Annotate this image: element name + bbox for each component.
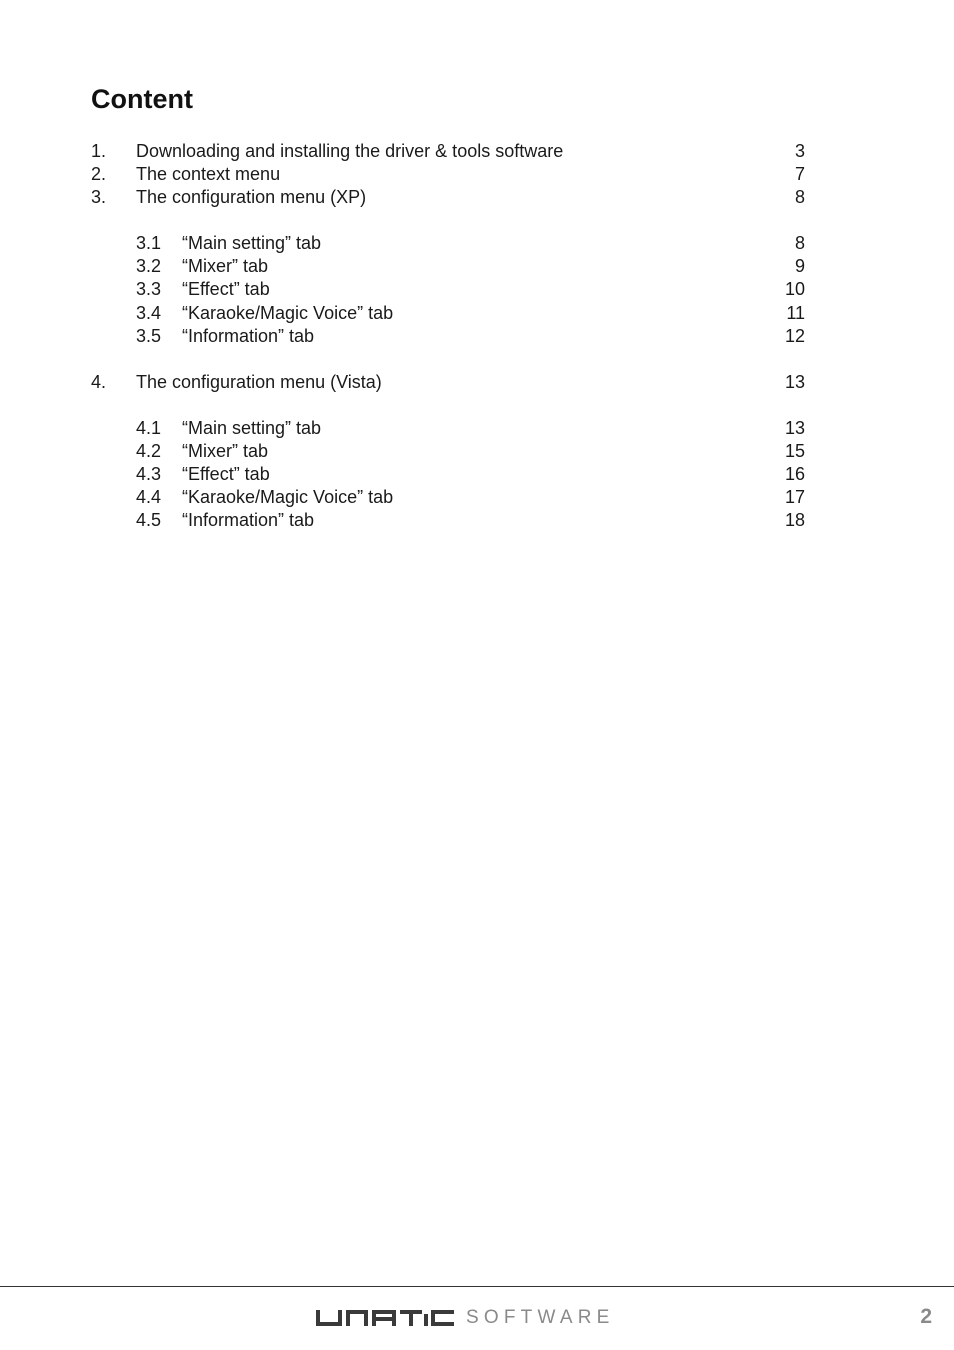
toc-spacer <box>91 394 805 417</box>
brand-subtitle: SOFTWARE <box>466 1307 615 1328</box>
toc-subentry-page: 12 <box>784 325 805 346</box>
unatic-logo <box>316 1308 454 1328</box>
toc-subentry <box>91 463 805 486</box>
toc-subentry-page: 16 <box>784 464 805 485</box>
footer-divider <box>0 1286 954 1287</box>
page-title: Content <box>91 84 193 114</box>
table-of-contents <box>91 140 805 532</box>
toc-entry-page: 13 <box>784 371 805 392</box>
toc-subentry-number: 4.5 <box>136 510 162 531</box>
toc-subentry-number: 3.1 <box>136 233 162 254</box>
toc-entry <box>91 140 805 163</box>
toc-subentry <box>91 325 805 348</box>
toc-subentry <box>91 417 805 440</box>
toc-subentry-page: 9 <box>794 256 805 277</box>
toc-subentry-title: “Effect” tab <box>182 279 270 300</box>
toc-entry-number: 3. <box>91 187 107 208</box>
toc-subentry-title: “Information” tab <box>182 510 315 531</box>
toc-subentry-title: “Karaoke/Magic Voice” tab <box>182 302 394 323</box>
toc-subentry <box>91 232 805 255</box>
toc-entry-page: 7 <box>794 164 805 185</box>
toc-subentry-title: “Information” tab <box>182 325 315 346</box>
toc-subentry <box>91 278 805 301</box>
toc-subentry <box>91 255 805 278</box>
toc-subentry-number: 3.2 <box>136 256 162 277</box>
toc-subentry-page: 10 <box>784 279 805 300</box>
toc-entry-number: 2. <box>91 164 107 185</box>
toc-subentry <box>91 509 805 532</box>
toc-subentry-title: “Effect” tab <box>182 464 270 485</box>
toc-subentry <box>91 302 805 325</box>
toc-subentry-title: “Main setting” tab <box>182 417 322 438</box>
toc-subentry-page: 15 <box>784 440 805 461</box>
toc-subentry-page: 11 <box>786 302 805 323</box>
toc-subentry-number: 3.5 <box>136 325 162 346</box>
toc-entry-title: The context menu <box>136 164 281 185</box>
toc-entry <box>91 186 805 209</box>
footer-brand <box>316 1306 615 1330</box>
toc-subentry <box>91 486 805 509</box>
toc-entry <box>91 371 805 394</box>
toc-subentry-number: 4.4 <box>136 487 162 508</box>
toc-subentry-number: 3.3 <box>136 279 162 300</box>
toc-entry-title: The configuration menu (Vista) <box>136 371 382 392</box>
toc-subentry <box>91 440 805 463</box>
toc-entry-title: Downloading and installing the driver & tools software <box>136 141 564 161</box>
toc-spacer <box>91 348 805 371</box>
toc-subentry-title: “Mixer” tab <box>182 440 269 461</box>
toc-subentry-title: “Karaoke/Magic Voice” tab <box>182 487 394 508</box>
toc-entry-page: 8 <box>794 187 805 208</box>
toc-subentry-page: 17 <box>784 487 805 508</box>
page-number: 2 <box>920 1305 932 1328</box>
toc-subentry-page: 18 <box>784 510 805 531</box>
toc-subentry-number: 4.1 <box>136 417 162 438</box>
toc-entry-number: 4. <box>91 371 107 392</box>
toc-entry-page: 3 <box>794 141 805 161</box>
toc-entry <box>91 163 805 186</box>
toc-subentry-page: 13 <box>784 417 805 438</box>
toc-subentry-number: 4.3 <box>136 464 162 485</box>
toc-entry-title: The configuration menu (XP) <box>136 187 367 208</box>
toc-spacer <box>91 209 805 232</box>
toc-entry-number: 1. <box>91 141 107 161</box>
toc-subentry-title: “Mixer” tab <box>182 256 269 277</box>
toc-subentry-number: 4.2 <box>136 440 162 461</box>
toc-subentry-page: 8 <box>794 233 805 254</box>
toc-subentry-number: 3.4 <box>136 302 162 323</box>
toc-subentry-title: “Main setting” tab <box>182 233 322 254</box>
